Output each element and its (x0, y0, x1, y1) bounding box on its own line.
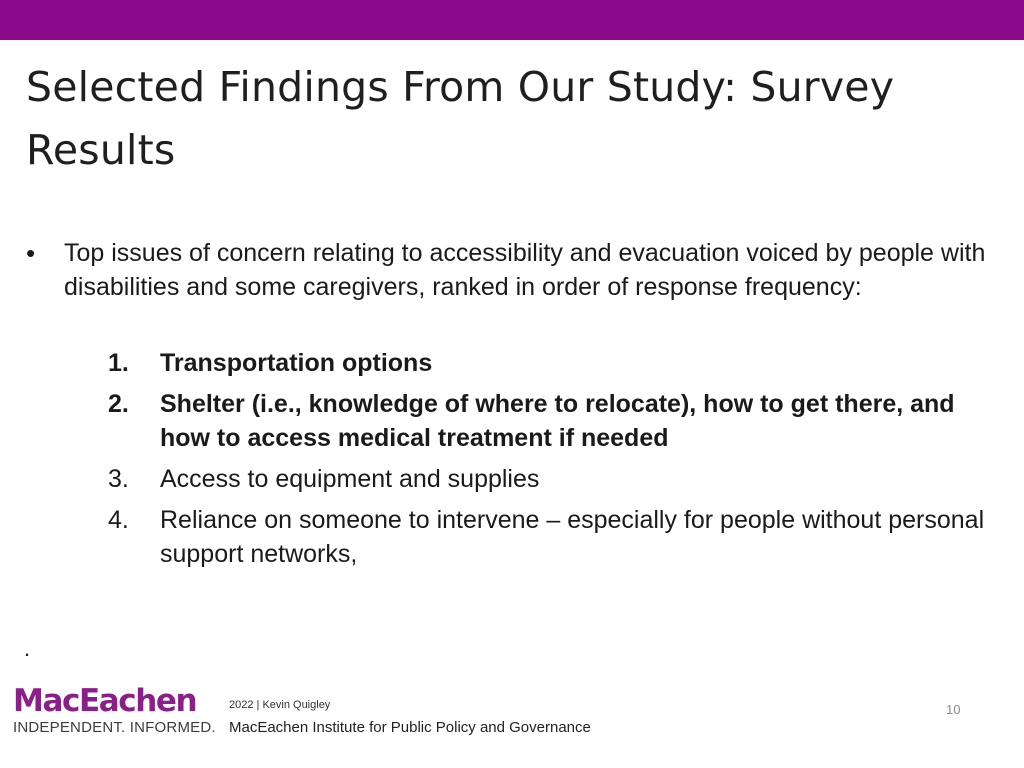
list-item-text: Access to equipment and supplies (160, 465, 540, 493)
bullet-icon: • (26, 238, 36, 268)
ranked-list (108, 346, 988, 578)
maceachen-logo (13, 683, 218, 737)
list-item (108, 346, 988, 380)
list-item-text: Shelter (i.e., knowledge of where to relocate), how to get there, and how to access medical treatment if needed (160, 390, 955, 452)
logo-tagline: INDEPENDENT. INFORMED. (13, 719, 216, 736)
list-item-text: Reliance on someone to intervene – especially for people without personal support networks, (160, 506, 985, 568)
list-item-number: 2. (108, 390, 129, 418)
list-item (108, 462, 988, 496)
footer-year-author: 2022 | Kevin Quigley (229, 699, 331, 711)
top-accent-bar (0, 0, 1024, 40)
page-number: 10 (946, 702, 961, 717)
footer-institute: MacEachen Institute for Public Policy and Governance (229, 719, 591, 736)
stray-period: . (24, 636, 31, 661)
list-item-number: 3. (108, 465, 129, 493)
bullet-point (26, 236, 996, 304)
logo-wordmark: MacEachen (13, 683, 197, 719)
list-item-number: 1. (108, 349, 129, 377)
list-item (108, 503, 988, 571)
list-item-text: Transportation options (160, 349, 433, 377)
list-item-number: 4. (108, 506, 129, 534)
list-item (108, 387, 988, 455)
bullet-text: Top issues of concern relating to accessibility and evacuation voiced by people with disabilities and some caregivers, ranked in order of response frequency: (64, 239, 986, 301)
slide-title: Selected Findings From Our Study: Survey Results (26, 63, 895, 174)
